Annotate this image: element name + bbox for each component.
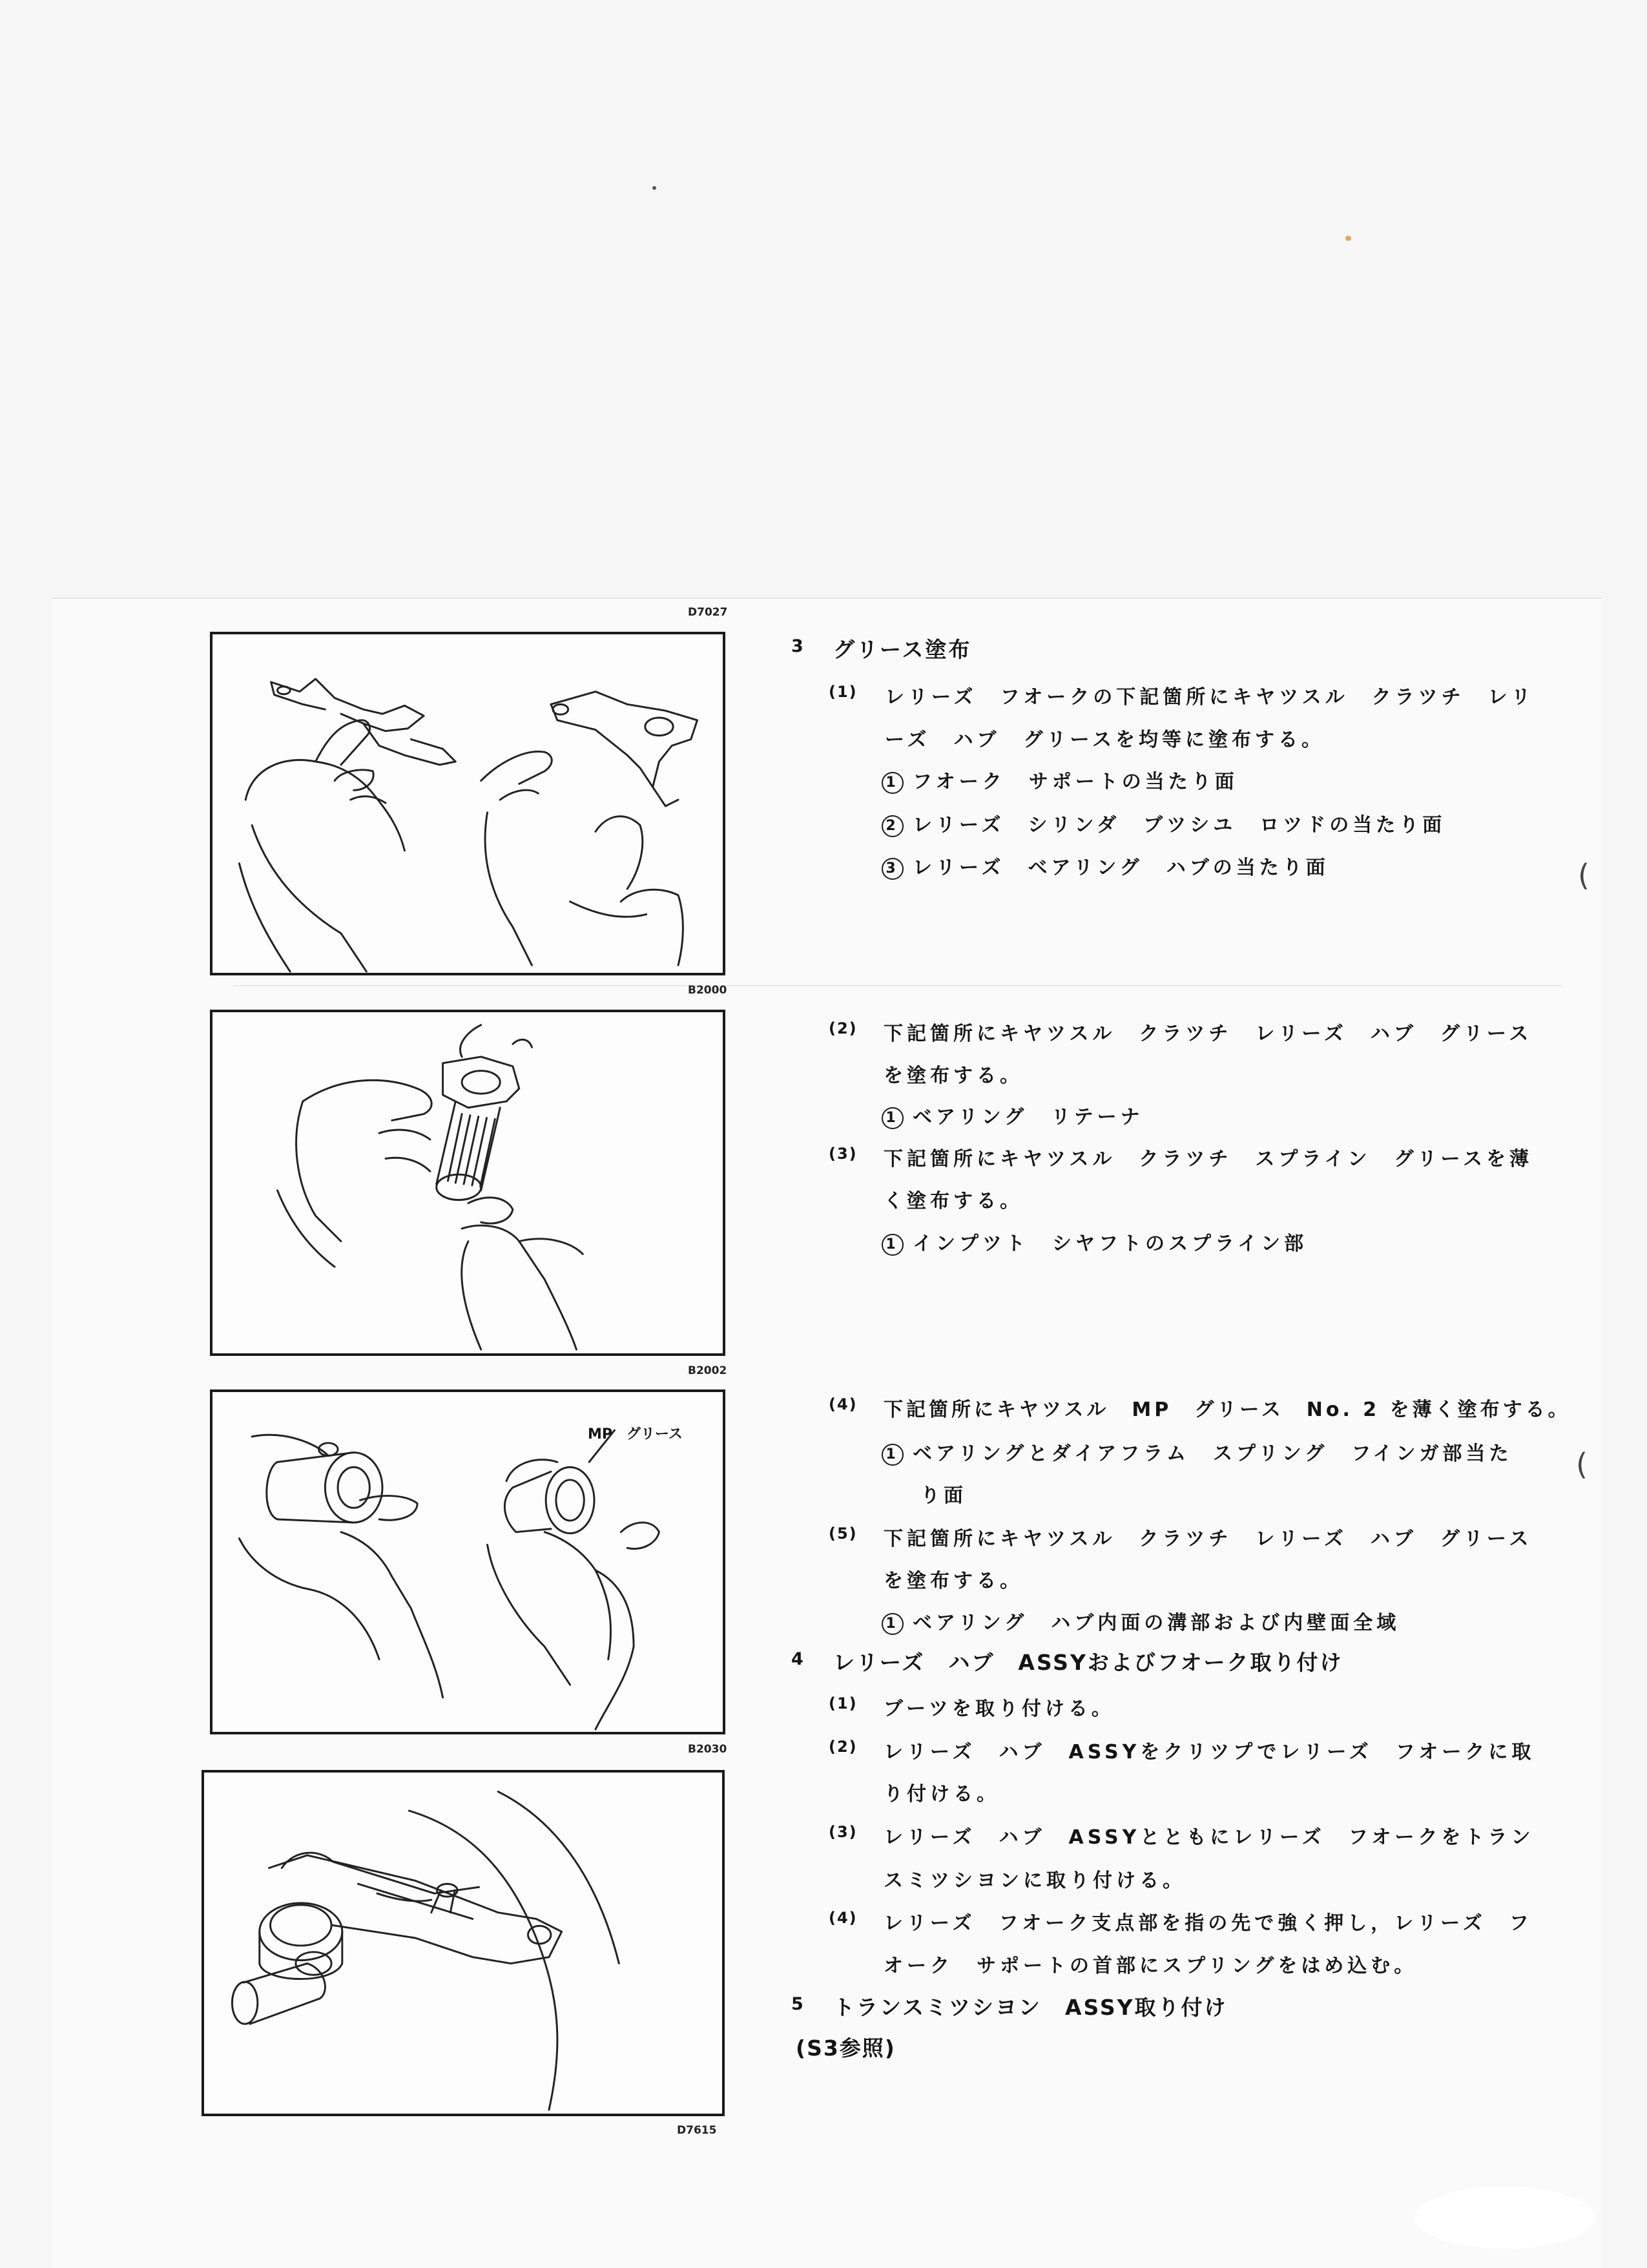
figure-release-fork-grease <box>210 632 725 975</box>
step-marker: (1) <box>829 1694 858 1712</box>
section-number: 4 <box>791 1649 803 1669</box>
mp-grease-callout: MP グリース <box>588 1426 683 1442</box>
step-marker: (2) <box>829 1019 858 1037</box>
scan-speck <box>1345 236 1351 241</box>
figure-release-hub-installation <box>202 1770 725 2116</box>
sub-item <box>882 1437 1513 1466</box>
sub-item-text: レリーズ シリンダ ブツシユ ロツドの当たり面 <box>913 814 1446 837</box>
figure-code: D7615 <box>677 2124 717 2137</box>
step-text: ーズ ハブ グリースを均等に塗布する。 <box>885 729 1325 751</box>
circled-number: 1 <box>882 1444 904 1466</box>
section-number: 5 <box>791 1994 803 2014</box>
step-text: 下記箇所にキヤツスル MP グリース No. 2 を薄く塗布する。 <box>884 1399 1571 1421</box>
circled-number: 1 <box>882 1613 904 1635</box>
step-marker: (2) <box>829 1738 858 1756</box>
sub-item-text: ベアリングとダイアフラム スプリング フインガ部当た <box>913 1442 1513 1465</box>
step-text: レリーズ フオーク支点部を指の先で強く押し，レリーズ フ <box>884 1912 1533 1935</box>
step-text: レリーズ ハブ ASSYをクリツプでレリーズ フオークに取 <box>884 1741 1535 1763</box>
step-marker: (1) <box>829 683 858 701</box>
step-text: 下記箇所にキヤツスル クラツチ レリーズ ハブ グリース <box>884 1023 1533 1045</box>
sub-item <box>882 851 1329 880</box>
sub-item-text: フオーク サポートの当たり面 <box>913 771 1238 793</box>
figure-code: B2002 <box>688 1364 727 1377</box>
step-text: を塗布する。 <box>884 1570 1023 1592</box>
figure-code: B2000 <box>688 984 727 997</box>
bleed-through-rule <box>233 985 1563 986</box>
sub-item <box>882 765 1238 794</box>
step-marker: (3) <box>829 1145 858 1163</box>
scan-speck <box>652 186 656 190</box>
section-title: グリース塗布 <box>833 637 972 662</box>
sub-item-text: り面 <box>920 1484 967 1507</box>
step-marker: (4) <box>829 1909 858 1927</box>
step-text: レリーズ ハブ ASSYとともにレリーズ フオークをトラン <box>884 1826 1535 1849</box>
sub-item <box>882 1607 1400 1635</box>
release-hub-assembly-illustration <box>204 1773 722 2114</box>
sub-item <box>882 1227 1307 1256</box>
figure-bearing-retainer-grease <box>210 1010 725 1356</box>
step-text: 下記箇所にキヤツスル クラツチ レリーズ ハブ グリース <box>884 1528 1533 1550</box>
release-fork-illustration <box>212 634 723 973</box>
step-text: ブーツを取り付ける。 <box>884 1698 1115 1720</box>
sub-item-text: レリーズ ベアリング ハブの当たり面 <box>913 857 1329 879</box>
figure-code: B2030 <box>688 1743 727 1756</box>
step-text: を塗布する。 <box>884 1065 1023 1087</box>
margin-bracket: ( <box>1576 1447 1588 1482</box>
sub-item-text: ベアリング リテーナ <box>913 1106 1144 1129</box>
step-text: スミツシヨンに取り付ける。 <box>884 1869 1186 1892</box>
circled-number: 3 <box>882 858 904 880</box>
circled-number: 2 <box>882 815 904 837</box>
circled-number: 1 <box>882 772 904 794</box>
step-marker: (3) <box>829 1823 858 1841</box>
step-text: オーク サポートの首部にスプリングをはめ込む。 <box>884 1955 1418 1977</box>
figure-code: D7027 <box>688 606 728 619</box>
section-note: (S3参照) <box>796 2035 896 2061</box>
sub-item <box>882 809 1445 837</box>
circled-number: 1 <box>882 1107 904 1129</box>
sub-item-text: ベアリング ハブ内面の溝部および内壁面全域 <box>913 1612 1400 1634</box>
sub-item <box>882 1101 1144 1129</box>
margin-bracket: ( <box>1578 858 1590 893</box>
section-title: レリーズ ハブ ASSYおよびフオーク取り付け <box>833 1650 1343 1675</box>
step-text: く塗布する。 <box>884 1190 1023 1212</box>
step-marker: (4) <box>829 1395 858 1413</box>
section-number: 3 <box>791 636 803 656</box>
circled-number: 1 <box>882 1234 904 1256</box>
section-title: トランスミツシヨン ASSY取り付け <box>833 1995 1228 2020</box>
sub-item-text: インプツト シヤフトのスプライン部 <box>913 1233 1308 1255</box>
step-text: レリーズ フオークの下記箇所にキヤツスル クラツチ レリ <box>885 686 1535 709</box>
step-text: り付ける。 <box>884 1783 1000 1805</box>
scan-oval-mark <box>1414 2187 1595 2249</box>
input-shaft-illustration <box>212 1012 723 1353</box>
step-marker: (5) <box>829 1524 858 1543</box>
step-text: 下記箇所にキヤツスル クラツチ スプライン グリースを薄 <box>884 1148 1533 1170</box>
